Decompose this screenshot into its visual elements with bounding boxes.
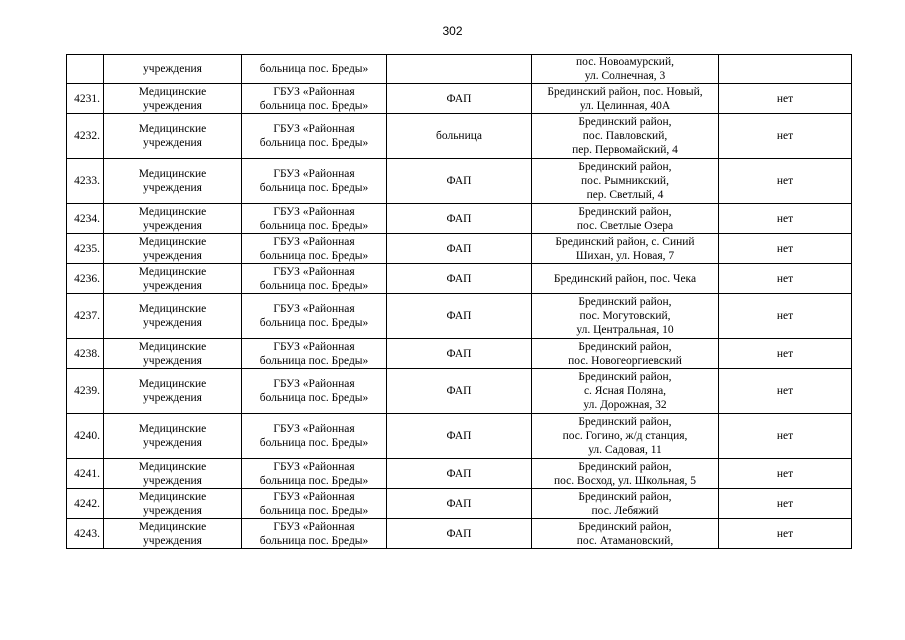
cat-line: Медицинские bbox=[138, 303, 207, 315]
row-number-cell: 4238. bbox=[67, 339, 104, 369]
cat-line: Медицинские bbox=[138, 490, 207, 503]
flag-cell: нет bbox=[719, 204, 852, 234]
row-number-cell: 4233. bbox=[67, 159, 104, 204]
organization-cell bbox=[242, 114, 387, 159]
addr-line: пос. Рымникский, bbox=[581, 175, 669, 187]
category-cell bbox=[104, 159, 242, 204]
org-line: больница пос. Бреды» bbox=[259, 279, 369, 292]
row-number-cell: 4232. bbox=[67, 114, 104, 159]
addr-line: пос. Павловский, bbox=[582, 130, 668, 142]
org-line: больница пос. Бреды» bbox=[259, 182, 369, 194]
org-line: ГБУЗ «Районная bbox=[273, 423, 355, 435]
table-body bbox=[67, 55, 852, 549]
addr-line: Брединский район, bbox=[578, 205, 672, 218]
address-cell bbox=[532, 459, 719, 489]
category-cell bbox=[104, 114, 242, 159]
cat-line: учреждения bbox=[143, 99, 202, 112]
org-line: ГБУЗ «Районная bbox=[273, 235, 355, 248]
category-cell bbox=[104, 519, 242, 549]
table-row bbox=[67, 84, 852, 114]
flag-cell: нет bbox=[719, 339, 852, 369]
table-row bbox=[67, 414, 852, 459]
table-row bbox=[67, 264, 852, 294]
addr-line: пер. Светлый, 4 bbox=[586, 189, 664, 201]
category-cell bbox=[104, 414, 242, 459]
addr-line: ул. Целинная, 40А bbox=[579, 99, 671, 112]
org-line: ГБУЗ «Районная bbox=[273, 520, 355, 533]
flag-cell: нет bbox=[719, 459, 852, 489]
addr-line: Брединский район, bbox=[578, 490, 672, 503]
addr-line: Брединский район, bbox=[578, 161, 672, 173]
category-cell bbox=[104, 264, 242, 294]
address-cell bbox=[532, 204, 719, 234]
addr-line: пос. Могутовский, bbox=[579, 310, 671, 322]
addr-line: пос. Восход, ул. Школьная, 5 bbox=[553, 474, 696, 487]
addr-line: пос. Гогино, ж/д станция, bbox=[562, 430, 688, 442]
facility-type-cell: ФАП bbox=[387, 519, 532, 549]
org-line: ГБУЗ «Районная bbox=[273, 378, 355, 390]
table-row bbox=[67, 159, 852, 204]
addr-line: Брединский район, bbox=[578, 116, 672, 128]
table-row bbox=[67, 519, 852, 549]
table-row bbox=[67, 459, 852, 489]
category-cell bbox=[104, 234, 242, 264]
organization-cell bbox=[242, 369, 387, 414]
addr-line: ул. Дорожная, 32 bbox=[583, 399, 667, 411]
address-cell bbox=[532, 369, 719, 414]
facility-type-cell: ФАП bbox=[387, 204, 532, 234]
table-row bbox=[67, 234, 852, 264]
row-number-cell: 4236. bbox=[67, 264, 104, 294]
addr-line: Брединский район, пос. Новый, bbox=[547, 85, 703, 98]
category-cell bbox=[104, 339, 242, 369]
org-line: больница пос. Бреды» bbox=[259, 99, 369, 112]
organization-cell bbox=[242, 204, 387, 234]
row-number-cell: 4242. bbox=[67, 489, 104, 519]
cat-line: учреждения bbox=[143, 137, 202, 149]
cat-line: учреждения bbox=[143, 534, 202, 547]
facility-type-cell: ФАП bbox=[387, 489, 532, 519]
organization-cell bbox=[242, 414, 387, 459]
row-number-cell: 4243. bbox=[67, 519, 104, 549]
category-cell bbox=[104, 459, 242, 489]
category-cell bbox=[104, 369, 242, 414]
organization-cell bbox=[242, 294, 387, 339]
category-cell bbox=[104, 489, 242, 519]
category-cell bbox=[104, 294, 242, 339]
cat-line: Медицинские bbox=[138, 235, 207, 248]
organization-cell bbox=[242, 55, 387, 84]
facility-type-cell: ФАП bbox=[387, 234, 532, 264]
flag-cell: нет bbox=[719, 294, 852, 339]
organization-cell bbox=[242, 519, 387, 549]
row-number-cell: 4234. bbox=[67, 204, 104, 234]
cat-line: Медицинские bbox=[138, 265, 207, 278]
org-line: ГБУЗ «Районная bbox=[273, 85, 355, 98]
table-row bbox=[67, 369, 852, 414]
cat-line: Медицинские bbox=[138, 123, 207, 135]
facility-type-cell: больница bbox=[387, 114, 532, 159]
org-line: ГБУЗ «Районная bbox=[273, 303, 355, 315]
addr-line: пос. Новоамурский, bbox=[576, 56, 674, 68]
flag-cell: нет bbox=[719, 234, 852, 264]
row-number-cell: 4237. bbox=[67, 294, 104, 339]
row-number-cell: 4240. bbox=[67, 414, 104, 459]
org-line: ГБУЗ «Районная bbox=[273, 340, 355, 353]
category-cell bbox=[104, 84, 242, 114]
addr-line: пос. Лебяжий bbox=[591, 504, 659, 517]
org-line: больница пос. Бреды» bbox=[259, 63, 369, 75]
org-line: больница пос. Бреды» bbox=[259, 137, 369, 149]
flag-cell: нет bbox=[719, 114, 852, 159]
facility-type-cell: ФАП bbox=[387, 459, 532, 489]
facility-type-cell bbox=[387, 55, 532, 84]
addr-line: пос. Атамановский, bbox=[576, 534, 674, 547]
organization-cell bbox=[242, 159, 387, 204]
addr-line: Брединский район, bbox=[578, 460, 672, 473]
cat-line: Медицинские bbox=[138, 460, 207, 473]
org-line: больница пос. Бреды» bbox=[259, 474, 369, 487]
address-cell bbox=[532, 489, 719, 519]
organization-cell bbox=[242, 264, 387, 294]
table-row bbox=[67, 294, 852, 339]
cat-line: учреждения bbox=[143, 182, 202, 194]
org-line: ГБУЗ «Районная bbox=[273, 490, 355, 503]
table-row bbox=[67, 114, 852, 159]
address-cell bbox=[532, 114, 719, 159]
addr-line: Брединский район, bbox=[578, 416, 672, 428]
row-number-cell: 4235. bbox=[67, 234, 104, 264]
org-line: ГБУЗ «Районная bbox=[273, 123, 355, 135]
org-line: ГБУЗ «Районная bbox=[273, 265, 355, 278]
addr-line: Брединский район, bbox=[578, 371, 672, 383]
addr-line: Брединский район, bbox=[578, 340, 672, 353]
table-row bbox=[67, 204, 852, 234]
address-cell bbox=[532, 294, 719, 339]
facility-type-cell: ФАП bbox=[387, 294, 532, 339]
address-cell bbox=[532, 339, 719, 369]
address-cell bbox=[532, 159, 719, 204]
cat-line: Медицинские bbox=[138, 378, 207, 390]
org-line: больница пос. Бреды» bbox=[259, 392, 369, 404]
address-cell bbox=[532, 234, 719, 264]
table-row bbox=[67, 489, 852, 519]
org-line: ГБУЗ «Районная bbox=[273, 205, 355, 218]
flag-cell: нет bbox=[719, 369, 852, 414]
cat-line: учреждения bbox=[143, 392, 202, 404]
medical-facilities-table bbox=[66, 54, 852, 549]
facility-type-cell: ФАП bbox=[387, 369, 532, 414]
address-cell bbox=[532, 264, 719, 294]
flag-cell: нет bbox=[719, 414, 852, 459]
cat-line: учреждения bbox=[143, 279, 202, 292]
cat-line: учреждения bbox=[143, 474, 202, 487]
org-line: больница пос. Бреды» bbox=[259, 534, 369, 547]
cat-line: Медицинские bbox=[138, 340, 207, 353]
cat-line: Медицинские bbox=[138, 423, 207, 435]
category-cell bbox=[104, 204, 242, 234]
address-cell bbox=[532, 84, 719, 114]
flag-cell: нет bbox=[719, 519, 852, 549]
org-line: больница пос. Бреды» bbox=[259, 317, 369, 329]
row-number-cell: 4239. bbox=[67, 369, 104, 414]
cat-line: Медицинские bbox=[138, 205, 207, 218]
flag-cell: нет bbox=[719, 84, 852, 114]
org-line: больница пос. Бреды» bbox=[259, 219, 369, 232]
addr-line: пос. Новогеоргиевский bbox=[568, 354, 682, 367]
addr-line: Брединский район, с. Синий bbox=[555, 235, 695, 248]
cat-line: учреждения bbox=[143, 249, 202, 262]
cat-line: Медицинские bbox=[138, 85, 207, 98]
flag-cell: нет bbox=[719, 264, 852, 294]
organization-cell bbox=[242, 234, 387, 264]
addr-line: Брединский район, bbox=[578, 296, 672, 308]
addr-line: пос. Светлые Озера bbox=[576, 219, 674, 232]
row-number-cell: 4241. bbox=[67, 459, 104, 489]
cat-line: Медицинские bbox=[138, 520, 207, 533]
org-line: больница пос. Бреды» bbox=[259, 437, 369, 449]
category-cell bbox=[104, 55, 242, 84]
facility-type-cell: ФАП bbox=[387, 84, 532, 114]
addr-line: пер. Первомайский, 4 bbox=[572, 144, 678, 156]
address-cell bbox=[532, 414, 719, 459]
address-cell bbox=[532, 519, 719, 549]
table-row bbox=[67, 339, 852, 369]
row-number-cell bbox=[67, 55, 104, 84]
facility-type-cell: ФАП bbox=[387, 339, 532, 369]
address-cell bbox=[532, 55, 719, 84]
flag-cell: нет bbox=[719, 159, 852, 204]
addr-line: Шихан, ул. Новая, 7 bbox=[575, 249, 675, 262]
addr-line: с. Ясная Поляна, bbox=[583, 385, 667, 397]
cat-line: учреждения bbox=[143, 354, 202, 367]
flag-cell: нет bbox=[719, 489, 852, 519]
organization-cell bbox=[242, 84, 387, 114]
org-line: больница пос. Бреды» bbox=[259, 504, 369, 517]
organization-cell bbox=[242, 339, 387, 369]
addr-line: ул. Солнечная, 3 bbox=[584, 70, 666, 82]
cat-line: учреждения bbox=[143, 437, 202, 449]
cat-line: учреждения bbox=[143, 317, 202, 329]
table-row bbox=[67, 55, 852, 84]
cat-line: учреждения bbox=[143, 63, 202, 75]
organization-cell bbox=[242, 459, 387, 489]
facility-type-cell: ФАП bbox=[387, 264, 532, 294]
row-number-cell: 4231. bbox=[67, 84, 104, 114]
page-number: 302 bbox=[442, 24, 463, 38]
facility-type-cell: ФАП bbox=[387, 159, 532, 204]
cat-line: учреждения bbox=[143, 504, 202, 517]
facility-type-cell: ФАП bbox=[387, 414, 532, 459]
addr-line: ул. Садовая, 11 bbox=[588, 444, 662, 456]
addr-line: ул. Центральная, 10 bbox=[576, 324, 674, 336]
org-line: больница пос. Бреды» bbox=[259, 249, 369, 262]
organization-cell bbox=[242, 489, 387, 519]
org-line: ГБУЗ «Районная bbox=[273, 460, 355, 473]
addr-line: Брединский район, bbox=[578, 520, 672, 533]
org-line: больница пос. Бреды» bbox=[259, 354, 369, 367]
org-line: ГБУЗ «Районная bbox=[273, 168, 355, 180]
cat-line: учреждения bbox=[143, 219, 202, 232]
cat-line: Медицинские bbox=[138, 168, 207, 180]
addr-line: Брединский район, пос. Чека bbox=[553, 272, 697, 285]
flag-cell bbox=[719, 55, 852, 84]
